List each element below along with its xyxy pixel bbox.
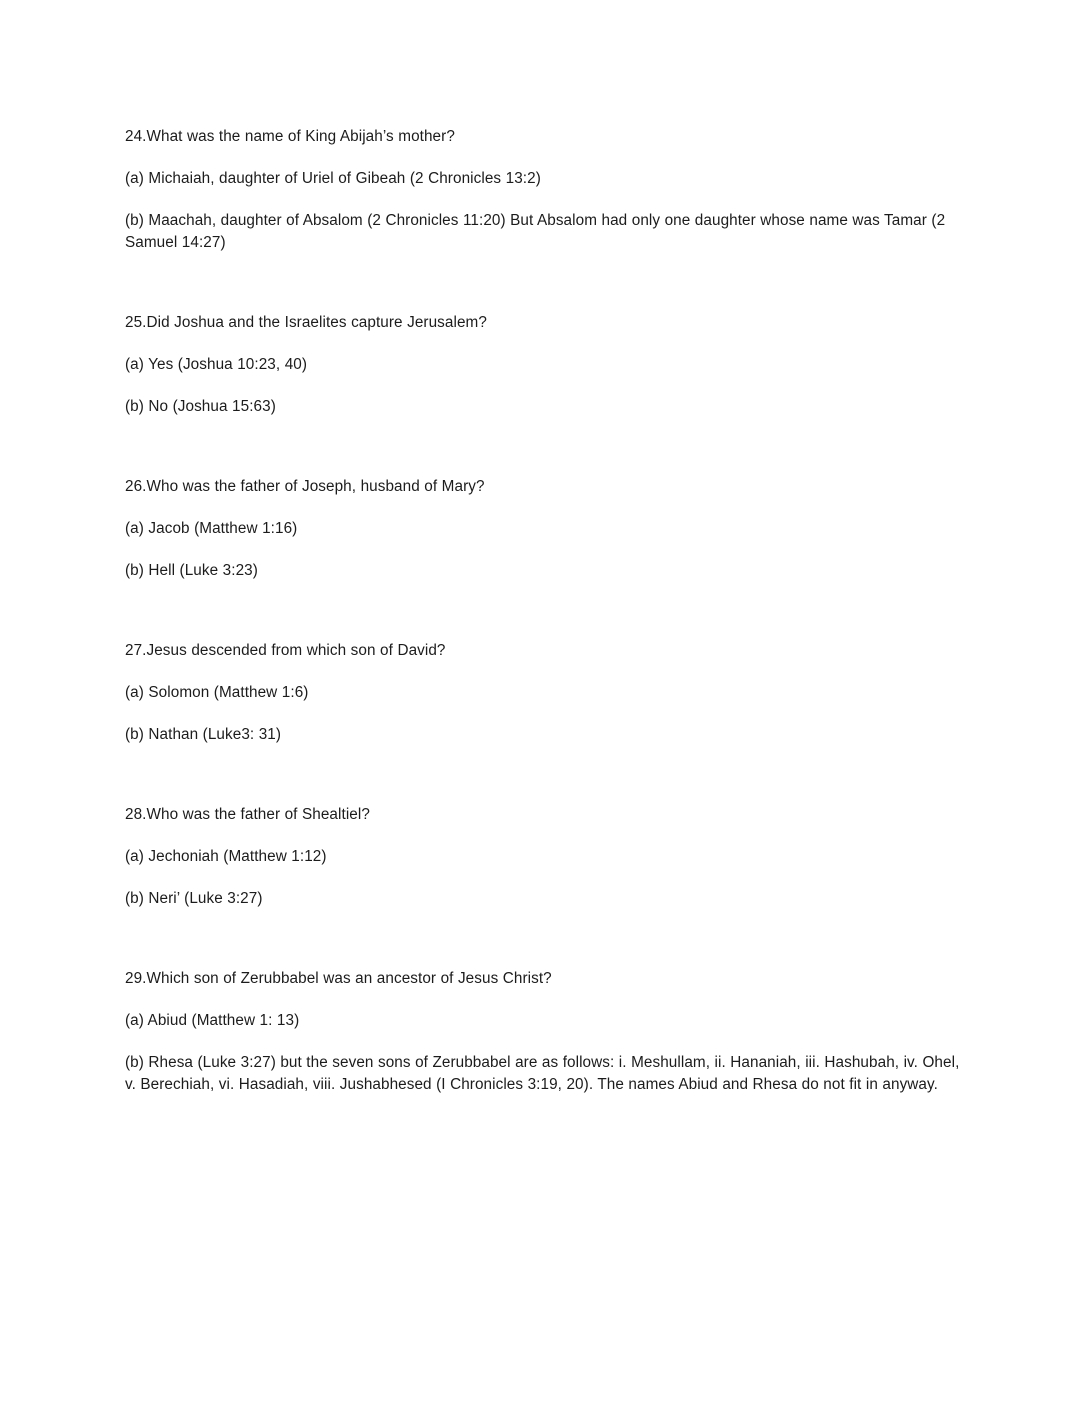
answer-option-b: (b) No (Joshua 15:63) — [125, 398, 276, 415]
answer-option-b: (b) Neri’ (Luke 3:27) — [125, 890, 263, 907]
answer-option-b: (b) Maachah, daughter of Absalom (2 Chronicles 11:20) But Absalom had only one daughter whose name was Tamar (2 Samuel 14:27) — [125, 212, 946, 251]
answer-option-a: (a) Michaiah, daughter of Uriel of Gibeah (2 Chronicles 13:2) — [125, 170, 541, 187]
question-block-26 — [125, 476, 961, 582]
question-text: 25.Did Joshua and the Israelites capture Jerusalem? — [125, 314, 487, 331]
question-block-25 — [125, 312, 961, 418]
answer-option-a: (a) Yes (Joshua 10:23, 40) — [125, 356, 308, 373]
answer-option-b: (b) Rhesa (Luke 3:27) but the seven sons of Zerubbabel are as follows: i. Meshullam, ii. Hananiah, iii. Hashubah, iv. Ohel, v. Berechiah, vi. Hasadiah, viii. Jushabhesed (I Chronicles 3:19, 20). The names Abiud and Rhesa do not fit in anyway. — [125, 1054, 960, 1093]
question-text: 27.Jesus descended from which son of David? — [125, 642, 446, 659]
question-block-28 — [125, 804, 961, 910]
question-block-27 — [125, 640, 961, 746]
question-block-24 — [125, 126, 961, 254]
answer-option-a: (a) Jacob (Matthew 1:16) — [125, 520, 298, 537]
answer-option-a: (a) Abiud (Matthew 1: 13) — [125, 1012, 300, 1029]
answer-option-a: (a) Jechoniah (Matthew 1:12) — [125, 848, 327, 865]
question-text: 28.Who was the father of Shealtiel? — [125, 806, 370, 823]
answer-option-b: (b) Nathan (Luke3: 31) — [125, 726, 282, 743]
question-text: 24.What was the name of King Abijah’s mother? — [125, 128, 455, 145]
question-text: 26.Who was the father of Joseph, husband of Mary? — [125, 478, 485, 495]
question-block-29 — [125, 968, 961, 1096]
question-text: 29.Which son of Zerubbabel was an ancestor of Jesus Christ? — [125, 970, 552, 987]
answer-option-a: (a) Solomon (Matthew 1:6) — [125, 684, 309, 701]
document-content — [125, 126, 961, 1096]
answer-option-b: (b) Hell (Luke 3:23) — [125, 562, 258, 579]
